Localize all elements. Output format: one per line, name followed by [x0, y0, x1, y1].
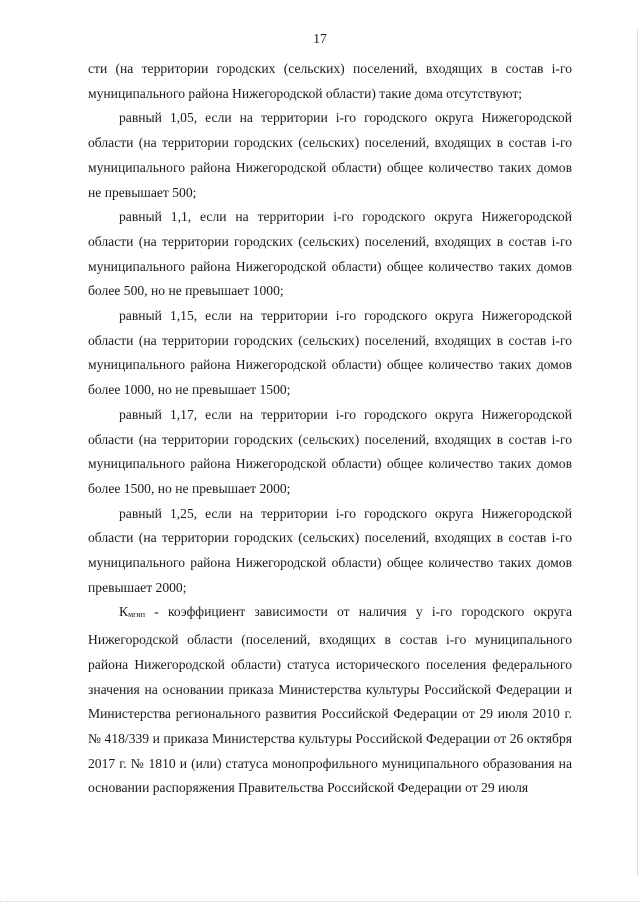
- k-subscript: мгип: [128, 610, 145, 620]
- paragraph-coef-1-25: равный 1,25, если на территории i-го городского округа Нижегородской области (на территории городских (сельских) поселений, входящих в состав i-го муниципального района Нижегородской области) общее количество таких домов превышает 2000;: [88, 505, 572, 595]
- paragraph-coef-1-15: равный 1,15, если на территории i-го городского округа Нижегородской области (на территории городских (сельских) поселений, входящих в состав i-го муниципального района Нижегородской области) общее количество таких домов более 1000, но не превышает 1500;: [88, 308, 572, 398]
- k-definition: - коэффициент зависимости от наличия у i-го городского округа Нижегородской области (поселений, входящих в состав i-го муниципального района Нижегородской области) статуса исторического поселения федерального значения на основании приказа Министерства культуры Российской Федерации и Министерства регионального развития Российской Федерации от 29 июля 2010 г. № 418/339 и приказа Министерства культуры Российской Федерации от 26 октября 2017 г. № 1810 и (или) статуса монопрофильного муниципального образования на основании распоряжения Правительства Российской Федерации от 29 июля: [88, 604, 572, 796]
- paragraph-coef-1-17: равный 1,17, если на территории i-го городского округа Нижегородской области (на территории городских (сельских) поселений, входящих в состав i-го муниципального района Нижегородской области) общее количество таких домов более 1500, но не превышает 2000;: [88, 406, 572, 496]
- scan-edge-bottom: [0, 901, 640, 902]
- paragraph-coef-1-1: равный 1,1, если на территории i-го городского округа Нижегородской области (на территории городских (сельских) поселений, входящих в состав i-го муниципального района Нижегородской области) общее количество таких домов более 500, но не превышает 1000;: [88, 209, 572, 299]
- paragraph-coef-1-05: равный 1,05, если на территории i-го городского округа Нижегородской области (на территории городских (сельских) поселений, входящих в состав i-го муниципального района Нижегородской области) общее количество таких домов не превышает 500;: [88, 110, 572, 200]
- page-number: 17: [313, 31, 327, 46]
- k-symbol: К: [119, 604, 129, 620]
- document-body: [88, 57, 572, 801]
- paragraph-k-mgip: [88, 600, 572, 801]
- scan-edge-right: [637, 30, 638, 875]
- paragraph-continuation: сти (на территории городских (сельских) поселений, входящих в состав i-го муниципального района Нижегородской области) такие дома отсутствуют;: [88, 61, 572, 101]
